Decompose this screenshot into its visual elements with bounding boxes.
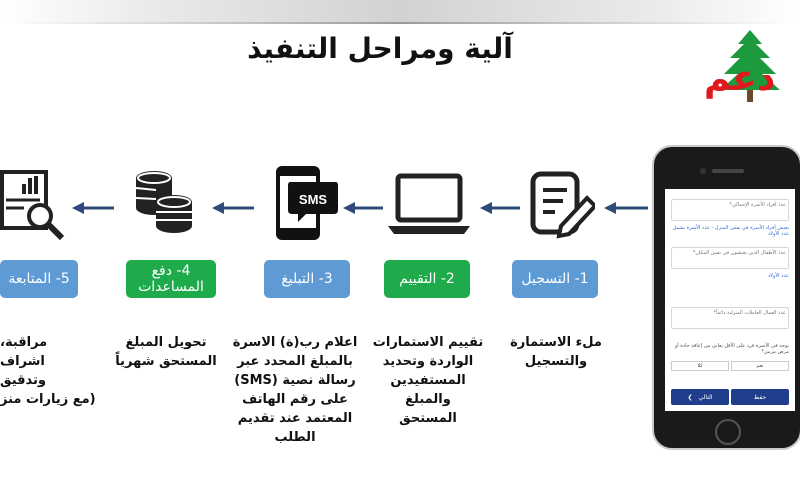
step-2-description: تقييم الاستمارات الواردة وتحديد المستفيدين والمبلغ المستحق bbox=[372, 335, 484, 426]
disability-question: يوجد في الأسرة فرد على الأقل يعاني من إعاقة حادة أو مرض مزمن* bbox=[674, 343, 789, 355]
step-1-registration: 1- التسجيل bbox=[512, 260, 598, 298]
next-label: التالي bbox=[698, 393, 713, 401]
step-5-description: مراقبة، اشراف وتدقيق (مع زيارات منز bbox=[0, 335, 96, 407]
yes-option[interactable]: نعم bbox=[731, 361, 789, 371]
next-button[interactable] bbox=[671, 389, 729, 405]
camera-icon bbox=[700, 168, 706, 174]
arrow-left-icon bbox=[480, 201, 520, 215]
report-magnifier-icon bbox=[0, 168, 72, 240]
children-count-field[interactable]: عدد الأطفال الذين يعيشون في نفس المكان* bbox=[671, 247, 789, 269]
home-button[interactable] bbox=[715, 419, 741, 445]
household-size-field[interactable]: عدد أفراد الأسرة الإجمالي* bbox=[671, 199, 789, 221]
household-note: يعيش أفراد الأسرة في نفس المنزل - عدد الأسرة يشمل عدد الأولاد bbox=[672, 225, 789, 237]
step-5-followup: 5- المتابعة bbox=[0, 260, 78, 298]
step-1-description: ملء الاستمارة والتسجيل bbox=[510, 335, 602, 369]
step-3-notification: 3- التبليغ bbox=[264, 260, 350, 298]
step-3-description: اعلام رب(ة) الاسرة بالمبلغ المحدد عبر رسالة نصية (SMS) على رقم الهاتف المعتمد عند تقديم الطلب bbox=[232, 335, 358, 445]
arrow-left-icon bbox=[212, 201, 254, 215]
domestic-workers-field[interactable]: عدد العمال العاملات المنزلية دائماً* bbox=[671, 307, 789, 329]
step-4-payment: 4- دفع المساعدات bbox=[126, 260, 216, 298]
sms-text: SMS bbox=[298, 192, 328, 207]
form-edit-icon bbox=[525, 168, 595, 240]
coins-icon bbox=[128, 168, 200, 236]
arrow-left-icon bbox=[343, 201, 383, 215]
step-2-evaluation: 2- التقييم bbox=[384, 260, 470, 298]
children-note: عدد الأولاد bbox=[767, 273, 789, 279]
chevron-left-icon: ❮ bbox=[687, 393, 693, 401]
save-button[interactable]: حفظ bbox=[731, 389, 789, 405]
speaker-icon bbox=[712, 169, 744, 173]
sms-phone-icon bbox=[272, 164, 340, 242]
phone-mockup bbox=[652, 145, 800, 450]
logo-text: دعم bbox=[704, 58, 776, 99]
arrow-left-icon bbox=[72, 201, 114, 215]
step-4-description: تحويل المبلغ المستحق شهرياً bbox=[115, 335, 217, 369]
no-option[interactable]: كلا bbox=[671, 361, 729, 371]
phone-screen bbox=[665, 189, 795, 411]
laptop-icon bbox=[384, 172, 474, 238]
page-title: آلية ومراحل التنفيذ bbox=[247, 32, 513, 65]
top-gradient-band bbox=[0, 0, 800, 22]
logo bbox=[700, 28, 800, 108]
arrow-left-icon bbox=[604, 201, 648, 215]
